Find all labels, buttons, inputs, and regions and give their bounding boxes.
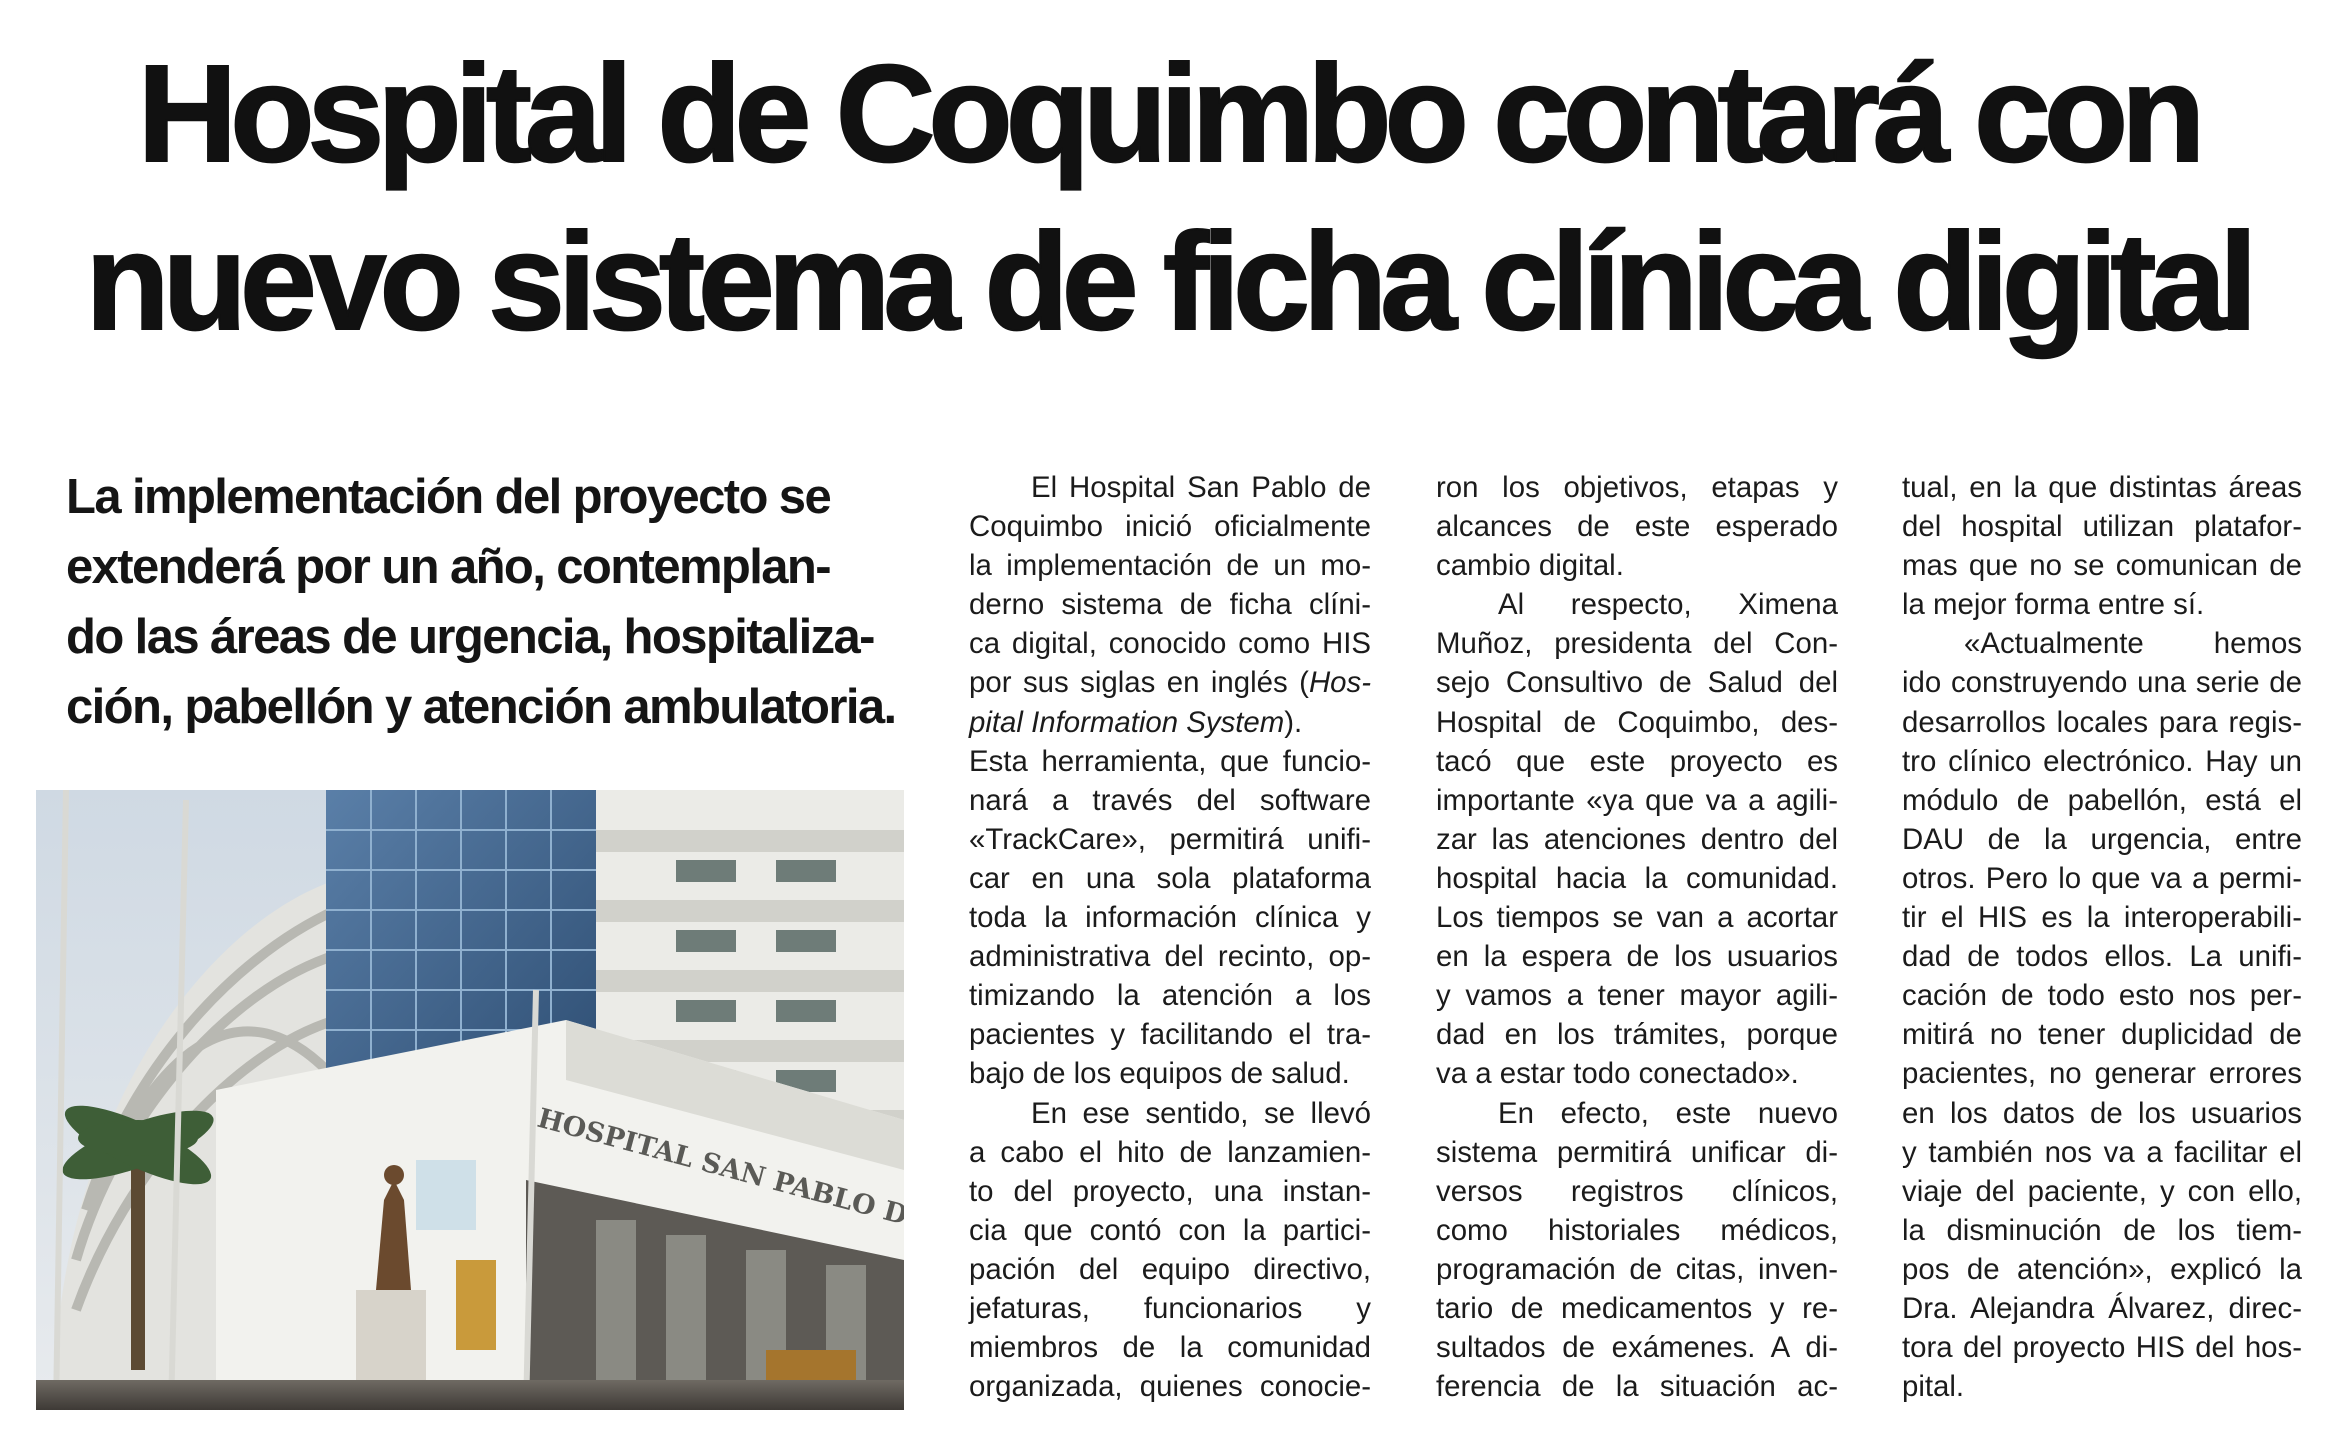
paragraph-line: tacó que este proyecto es	[1436, 744, 1838, 778]
paragraph-line: jefaturas, funcionarios y	[969, 1291, 1371, 1325]
paragraph-line: módulo de pabellón, está el	[1902, 783, 2302, 817]
paragraph-line: cambio digital.	[1436, 549, 1624, 583]
paragraph-line: toda la información clínica y	[969, 901, 1371, 935]
paragraph-line: bajo de los equipos de salud.	[969, 1057, 1350, 1091]
paragraph-line: to del proyecto, una instan-	[969, 1174, 1371, 1208]
body-column-1	[969, 468, 1371, 1406]
text-run: ).	[1284, 705, 1303, 739]
paragraph-line: Esta herramienta, que funcio-	[969, 744, 1371, 778]
paragraph-line: dad en los trámites, porque	[1436, 1018, 1838, 1052]
italic-run: pital Information System	[969, 705, 1285, 739]
paragraph-line: dad de todos ellos. La unifi-	[1902, 940, 2302, 974]
paragraph-line: sejo Consultivo de Salud del	[1436, 666, 1838, 700]
paragraph-line: pacientes y facilitando el tra-	[969, 1018, 1371, 1052]
paragraph-line: cación de todo esto nos per-	[1902, 979, 2302, 1013]
paragraph-line: hospital hacia la comunidad.	[1436, 861, 1838, 895]
paragraph-line: Al respecto, Ximena	[1498, 588, 1838, 622]
paragraph-line: Muñoz, presidenta del Con-	[1436, 627, 1838, 661]
paragraph-line: la disminución de los tiem-	[1902, 1213, 2302, 1247]
paragraph-line: Los tiempos se van a acortar	[1436, 901, 1838, 935]
paragraph-line: a cabo el hito de lanzamien-	[969, 1135, 1371, 1169]
hospital-photo	[36, 790, 904, 1410]
lede-line: extenderá por un año, contemplan-	[66, 540, 830, 594]
paragraph-line: como historiales médicos,	[1436, 1213, 1838, 1247]
paragraph-line: otros. Pero lo que va a permi-	[1902, 861, 2302, 895]
paragraph-line: miembros de la comunidad	[969, 1331, 1371, 1365]
paragraph-line: car en una sola plataforma	[969, 861, 1371, 895]
paragraph-line: tario de medicamentos y re-	[1436, 1291, 1838, 1325]
paragraph-line: pación del equipo directivo,	[969, 1252, 1371, 1286]
paragraph-line: mitirá no tener duplicidad de	[1902, 1018, 2302, 1052]
paragraph-line: tora del proyecto HIS del hos-	[1902, 1331, 2302, 1365]
body-column-2	[1436, 468, 1838, 1406]
paragraph-line: pacientes, no generar errores	[1902, 1057, 2302, 1091]
paragraph-line: importante «ya que va a agili-	[1436, 783, 1838, 817]
paragraph-line: programación de citas, inven-	[1436, 1252, 1838, 1286]
paragraph-line: El Hospital San Pablo de	[1031, 471, 1371, 504]
paragraph-line: pos de atención», explicó la	[1902, 1252, 2302, 1286]
paragraph-line: del hospital utilizan platafor-	[1902, 510, 2302, 544]
text-run: por sus siglas en inglés (	[969, 666, 1309, 700]
paragraph-line: desarrollos locales para regis-	[1902, 705, 2302, 739]
paragraph-line: alcances de este esperado	[1436, 510, 1838, 544]
paragraph-line: «Actualmente hemos	[1964, 627, 2302, 661]
paragraph-line: sistema permitirá unificar di-	[1436, 1135, 1838, 1169]
italic-run: Hos-	[1308, 666, 1371, 700]
paragraph-line: y vamos a tener mayor agili-	[1436, 979, 1838, 1013]
paragraph-line: «TrackCare», permitirá unifi-	[969, 822, 1371, 856]
lede-line: ción, pabellón y atención ambulatoria.	[66, 680, 896, 734]
body-column-3	[1902, 468, 2302, 1406]
paragraph-line: DAU de la urgencia, entre	[1902, 822, 2302, 856]
paragraph-line: versos registros clínicos,	[1436, 1174, 1838, 1208]
paragraph-line: en los datos de los usuarios	[1902, 1096, 2302, 1130]
paragraph-line: nará a través del software	[969, 783, 1371, 817]
paragraph-line: derno sistema de ficha clíni-	[969, 588, 1371, 622]
paragraph-line: ido construyendo una serie de	[1902, 666, 2302, 700]
paragraph-line: va a estar todo conectado».	[1436, 1057, 1799, 1091]
paragraph-line: Coquimbo inició oficialmente	[969, 510, 1371, 544]
paragraph-line: zar las atenciones dentro del	[1436, 822, 1838, 856]
paragraph-line: tir el HIS es la interoperabili-	[1902, 901, 2302, 935]
paragraph-line: cia que contó con la partici-	[969, 1213, 1371, 1247]
paragraph-line: En efecto, este nuevo	[1498, 1096, 1838, 1130]
paragraph-line: tual, en la que distintas áreas	[1902, 471, 2302, 504]
headline-line-1: Hospital de Coquimbo contará con	[137, 37, 2199, 191]
paragraph-line: en la espera de los usuarios	[1436, 940, 1838, 974]
paragraph-line: ron los objetivos, etapas y	[1436, 471, 1838, 504]
paragraph-line: En ese sentido, se llevó	[1031, 1096, 1371, 1130]
paragraph-line	[969, 703, 1371, 742]
lede-line: do las áreas de urgencia, hospitaliza-	[66, 610, 874, 664]
paragraph-line: la mejor forma entre sí.	[1902, 588, 2205, 622]
lede	[66, 462, 896, 742]
paragraph-line: viaje del paciente, y con ello,	[1902, 1174, 2302, 1208]
paragraph-line: pital.	[1902, 1370, 1965, 1404]
paragraph-line: ca digital, conocido como HIS	[969, 627, 1371, 661]
paragraph-line: sultados de exámenes. A di-	[1436, 1331, 1838, 1365]
paragraph-line: organizada, quienes conocie-	[969, 1370, 1371, 1404]
paragraph-line: timizando la atención a los	[969, 979, 1371, 1013]
paragraph-line: la implementación de un mo-	[969, 549, 1371, 583]
headline-line-2: nuevo sistema de ficha clínica digital	[85, 205, 2251, 359]
paragraph-line: mas que no se comunican de	[1902, 549, 2302, 583]
paragraph-line: ferencia de la situación ac-	[1436, 1370, 1838, 1404]
paragraph-line: Hospital de Coquimbo, des-	[1436, 705, 1838, 739]
paragraph-line: y también nos va a facilitar el	[1902, 1135, 2302, 1169]
paragraph-line	[969, 663, 1371, 702]
paragraph-line: Dra. Alejandra Álvarez, direc-	[1902, 1291, 2302, 1325]
lede-line: La implementación del proyecto se	[66, 470, 831, 524]
paragraph-line: administrativa del recinto, op-	[969, 940, 1371, 974]
headline	[60, 30, 2276, 366]
paragraph-line: tro clínico electrónico. Hay un	[1902, 744, 2302, 778]
